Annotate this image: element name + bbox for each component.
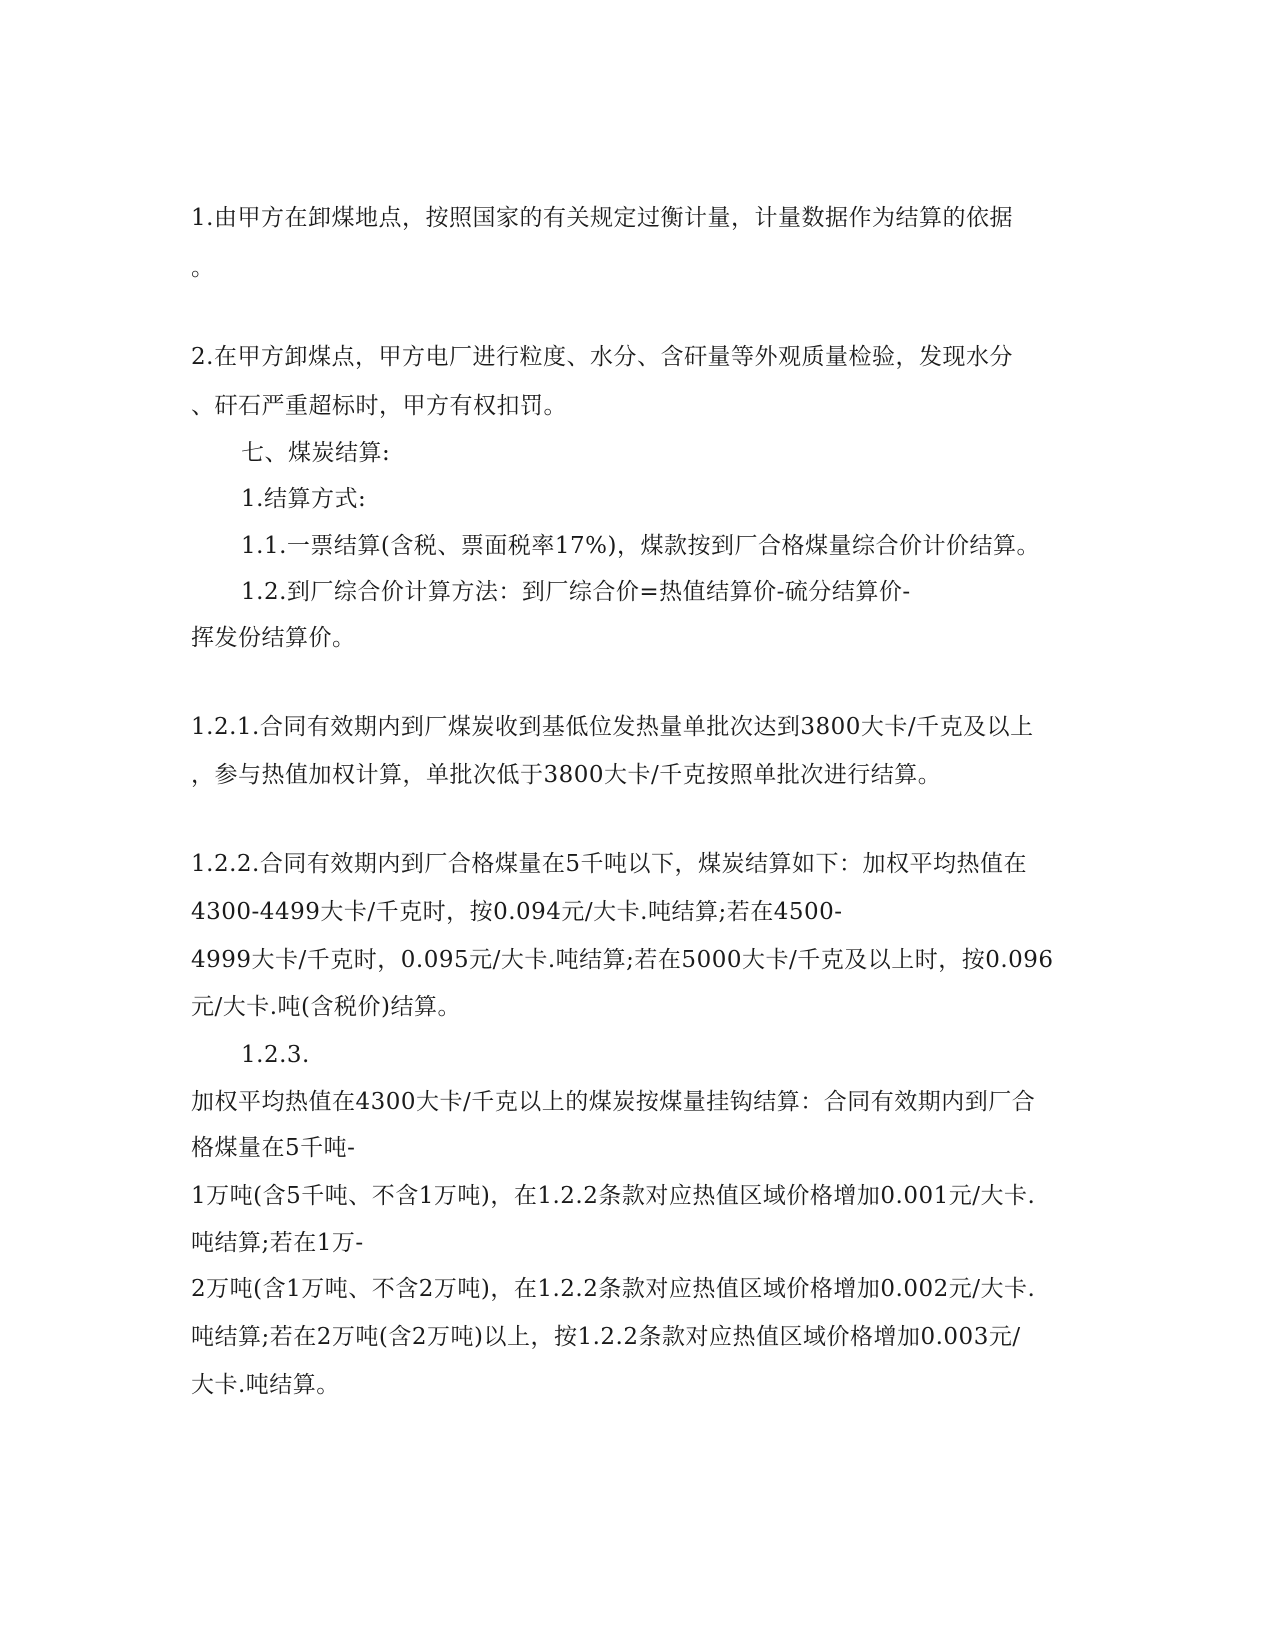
paragraph-line: 吨结算;若在2万吨(含2万吨)以上，按1.2.2条款对应热值区域价格增加0.003元/ <box>191 1324 1021 1350</box>
paragraph-line: 1万吨(含5千吨、不含1万吨)，在1.2.2条款对应热值区域价格增加0.001元/大卡. <box>191 1183 1036 1209</box>
section-heading: 七、煤炭结算: <box>241 440 391 466</box>
paragraph-line: 1.2.2.合同有效期内到厂合格煤量在5千吨以下，煤炭结算如下：加权平均热值在 <box>191 851 1027 877</box>
paragraph-line: 4300-4499大卡/千克时，按0.094元/大卡.吨结算;若在4500- <box>191 899 843 925</box>
paragraph-line: 1.2.3. <box>241 1042 310 1068</box>
paragraph-line: ，参与热值加权计算，单批次低于3800大卡/千克按照单批次进行结算。 <box>191 762 942 788</box>
paragraph-line: 挥发份结算价。 <box>191 625 356 651</box>
paragraph-line: 吨结算;若在1万- <box>191 1230 364 1256</box>
paragraph-line: 1.1.一票结算(含税、票面税率17%)，煤款按到厂合格煤量综合价计价结算。 <box>241 533 1040 559</box>
paragraph-line: 加权平均热值在4300大卡/千克以上的煤炭按煤量挂钩结算：合同有效期内到厂合 <box>191 1089 1036 1115</box>
paragraph-line: 2.在甲方卸煤点，甲方电厂进行粒度、水分、含矸量等外观质量检验，发现水分 <box>191 344 1013 370</box>
paragraph-line: 、矸石严重超标时，甲方有权扣罚。 <box>191 393 567 419</box>
paragraph-line: 格煤量在5千吨- <box>191 1135 356 1161</box>
paragraph-line: 2万吨(含1万吨、不含2万吨)，在1.2.2条款对应热值区域价格增加0.002元/大卡. <box>191 1276 1036 1302</box>
paragraph-line: 1.由甲方在卸煤地点，按照国家的有关规定过衡计量，计量数据作为结算的依据 <box>191 205 1013 231</box>
paragraph-line: 1.2.到厂综合价计算方法：到厂综合价=热值结算价-硫分结算价- <box>241 579 911 605</box>
paragraph-line: 1.结算方式: <box>241 486 367 512</box>
paragraph-line: 。 <box>191 255 215 281</box>
paragraph-line: 4999大卡/千克时，0.095元/大卡.吨结算;若在5000大卡/千克及以上时，按0.096 <box>191 947 1054 973</box>
paragraph-line: 大卡.吨结算。 <box>191 1372 340 1398</box>
paragraph-line: 元/大卡.吨(含税价)结算。 <box>191 994 462 1020</box>
paragraph-line: 1.2.1.合同有效期内到厂煤炭收到基低位发热量单批次达到3800大卡/千克及以上 <box>191 714 1034 740</box>
